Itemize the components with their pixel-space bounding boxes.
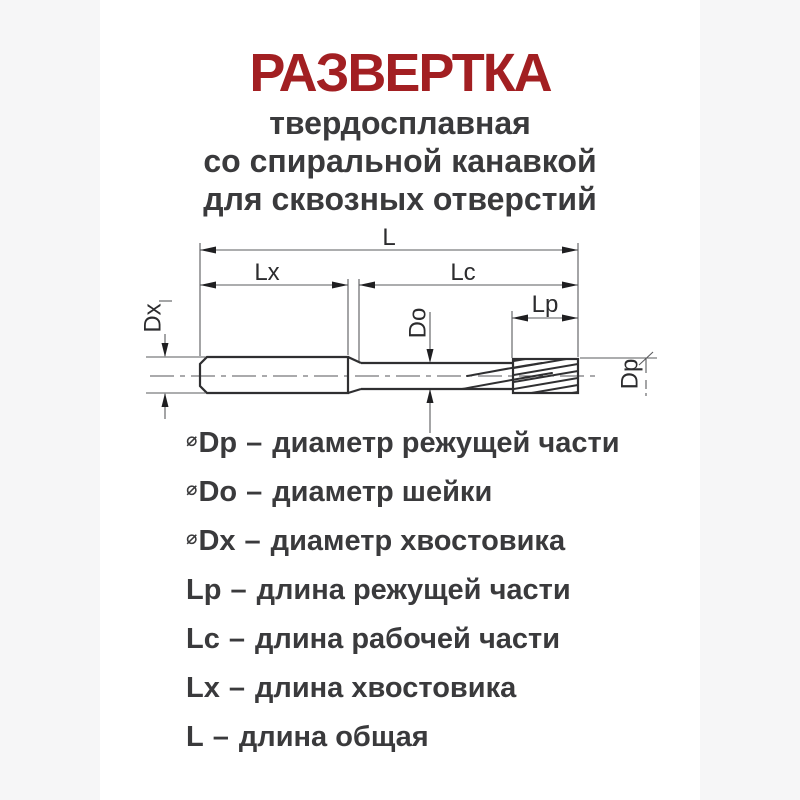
- dim-label-L: L: [382, 224, 396, 251]
- legend-item: [186, 664, 706, 713]
- dimension-Lc: [359, 259, 578, 289]
- legend-item: [186, 468, 706, 517]
- legend-symbol: Do: [198, 476, 238, 508]
- legend-symbol: Lc: [186, 623, 220, 655]
- legend-item: [186, 566, 706, 615]
- legend-item: [186, 615, 706, 664]
- legend-item: [186, 713, 706, 762]
- reamer-cone: [348, 357, 361, 393]
- legend-dash: –: [212, 721, 229, 753]
- dimension-Dx: [139, 301, 206, 419]
- diameter-sign: ⌀: [186, 528, 198, 549]
- legend-description: длина общая: [238, 721, 429, 753]
- legend-description: длина режущей части: [256, 574, 571, 606]
- legend-symbol: Lx: [186, 672, 220, 704]
- reamer-shank: [200, 357, 348, 393]
- legend-description: диаметр шейки: [272, 476, 493, 508]
- dimension-Lx: [200, 259, 359, 361]
- dim-label-Lp: Lp: [531, 291, 559, 318]
- dim-label-Dx: Dx: [139, 303, 167, 333]
- dim-label-Lx: Lx: [254, 259, 280, 286]
- legend-description: диаметр режущей части: [272, 427, 620, 459]
- dimension-Lp: [512, 291, 578, 358]
- legend-list: [186, 419, 706, 762]
- legend-dash: –: [244, 525, 261, 557]
- legend-dash: –: [228, 672, 245, 704]
- dim-label-Do: Do: [404, 307, 432, 339]
- subtitle-line-3: для сквозных отверстий: [203, 181, 597, 217]
- subtitle-line-2: со спиральной канавкой: [203, 143, 597, 179]
- legend-dash: –: [228, 623, 245, 655]
- diameter-sign: ⌀: [186, 479, 198, 500]
- dim-label-Dp: Dp: [616, 358, 644, 390]
- legend-description: длина рабочей части: [254, 623, 561, 655]
- legend-description: диаметр хвостовика: [270, 525, 566, 557]
- subtitle-line-1: твердосплавная: [269, 105, 531, 141]
- dimension-Dp: [580, 352, 657, 396]
- legend-symbol: Dp: [198, 427, 238, 459]
- diameter-sign: ⌀: [186, 430, 198, 451]
- legend-dash: –: [230, 574, 247, 606]
- legend-item: [186, 517, 706, 566]
- legend-description: длина хвостовика: [254, 672, 517, 704]
- legend-dash: –: [246, 427, 263, 459]
- dim-label-Lc: Lc: [450, 259, 476, 286]
- legend-dash: –: [246, 476, 263, 508]
- page-title: РАЗВЕРТКА: [249, 43, 551, 103]
- legend-symbol: Lp: [186, 574, 222, 606]
- legend-symbol: L: [186, 721, 204, 753]
- flute-leadin-upper: [467, 363, 542, 376]
- legend-item: [186, 419, 706, 468]
- dimension-Do: [404, 308, 433, 433]
- legend-symbol: Dx: [198, 525, 236, 557]
- dimension-L: [200, 224, 578, 357]
